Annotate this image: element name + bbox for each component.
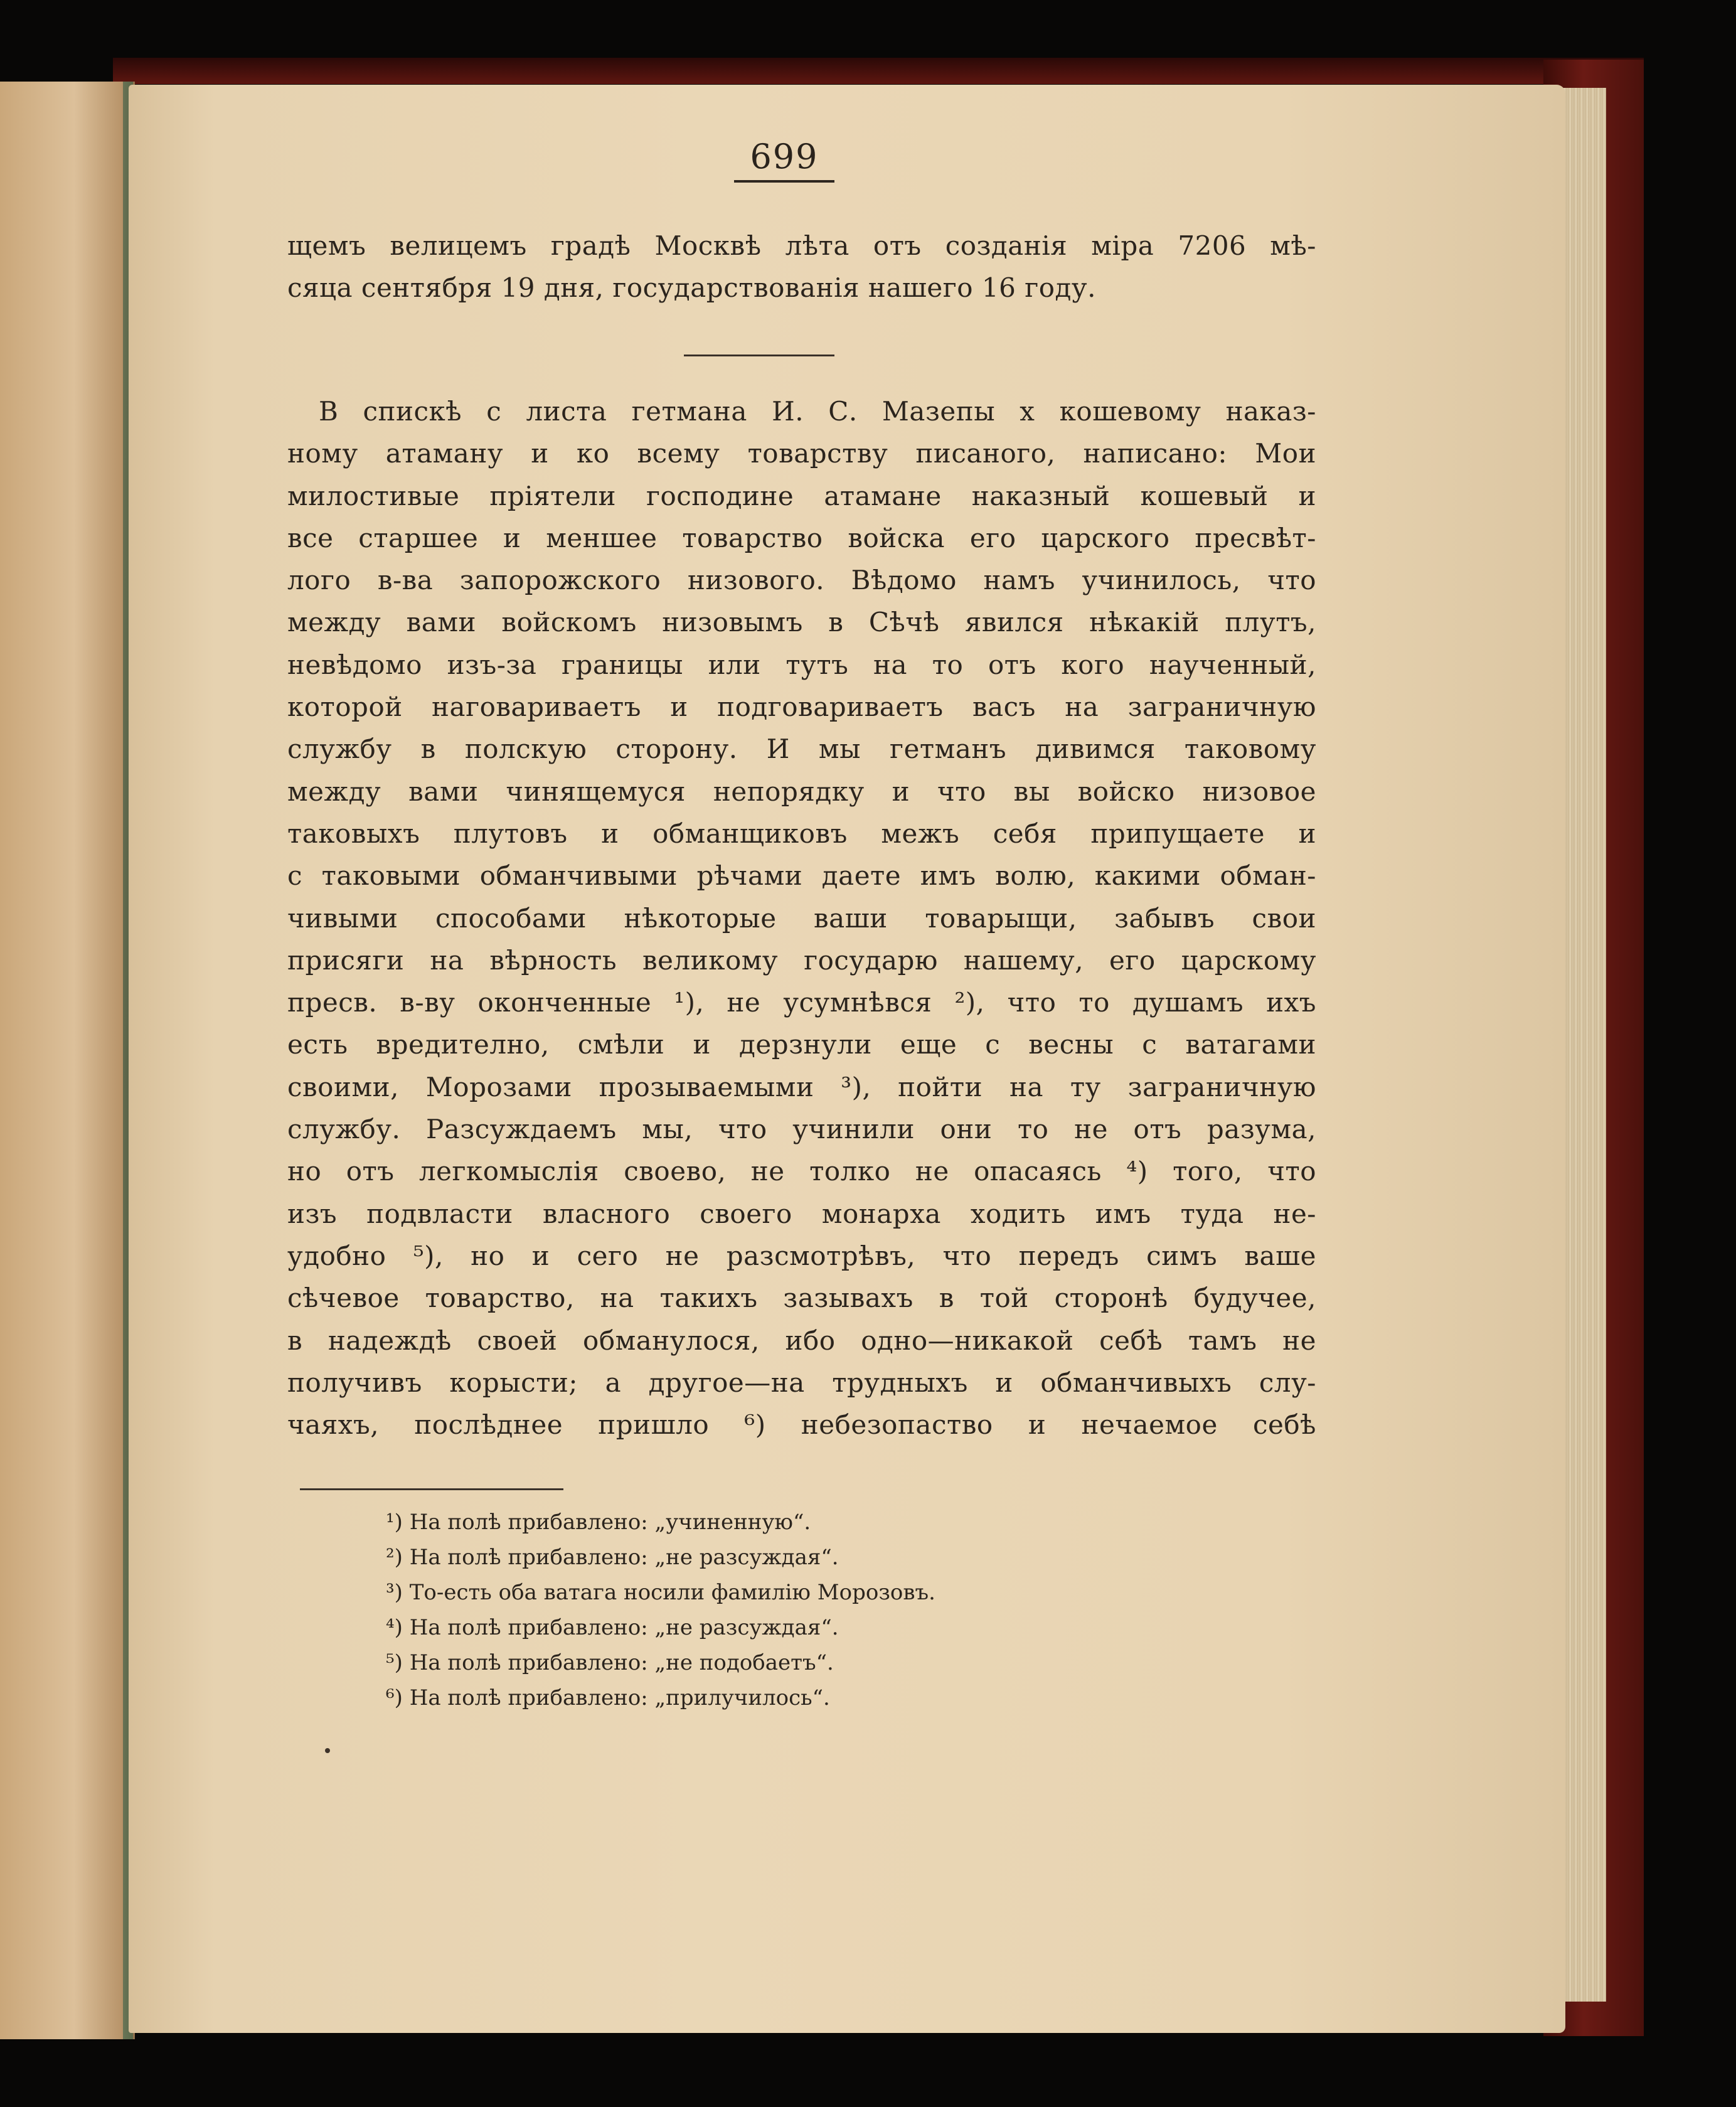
footnotes — [386, 1505, 1139, 1715]
footnote: ⁶) На полѣ прибавлено: „прилучилось“. — [386, 1685, 830, 1710]
text-line: щемъ велицемъ градѣ Москвѣ лѣта отъ созданія міра 7206 мѣ- — [287, 230, 1316, 261]
footnote: ³) То-есть оба ватага носили фамилію Морозовъ. — [386, 1580, 935, 1605]
footnote: ⁴) На полѣ прибавлено: „не разсуждая“. — [386, 1615, 839, 1640]
page-header — [722, 137, 847, 183]
text-line: чивыми способами нѣкоторые ваши товарыщи, забывъ свои — [287, 902, 1316, 934]
text-line: сѣчевое товарство, на такихъ зазывахъ в той сторонѣ будучее, — [287, 1283, 1316, 1314]
text-line: сяца сентября 19 дня, государствованія нашего 16 году. — [287, 272, 1096, 304]
text-line: с таковыми обманчивыми рѣчами даете имъ волю, какими обман- — [287, 860, 1316, 892]
book-cover-top-edge — [113, 58, 1644, 84]
text-line: невѣдомо изъ-за границы или тутъ на то отъ кого наученный, — [287, 649, 1316, 680]
text-line: своими, Морозами прозываемыми ³), пойти на ту заграничную — [287, 1071, 1316, 1102]
page-number-underline — [734, 180, 834, 183]
ink-speck — [325, 1748, 330, 1753]
left-page-margin — [0, 82, 135, 2039]
text-line: удобно ⁵), но и сего не разсмотрѣвъ, что передъ симъ ваше — [287, 1240, 1316, 1271]
footnote: ⁵) На полѣ прибавлено: „не подобаетъ“. — [386, 1650, 834, 1675]
text-line: которой наговариваетъ и подговариваетъ васъ на заграничную — [287, 691, 1316, 723]
footnote: ¹) На полѣ прибавлено: „учиненную“. — [386, 1510, 811, 1535]
text-line: в надеждѣ своей обманулося, ибо одно—никакой себѣ тамъ не — [287, 1325, 1316, 1356]
text-line: все старшее и меншее товарство войска его царского пресвѣт- — [287, 522, 1316, 553]
text-line: присяги на вѣрность великому государю нашему, его царскому — [287, 944, 1316, 976]
continued-paragraph — [287, 225, 1316, 309]
footnote: ²) На полѣ прибавлено: „не разсуждая“. — [386, 1545, 839, 1570]
text-line: пресв. в-ву оконченные ¹), не усумнѣвся ²), что то душамъ ихъ — [287, 987, 1316, 1018]
text-line: изъ подвласти власного своего монарха ходить имъ туда не- — [287, 1198, 1316, 1229]
main-paragraph — [287, 390, 1316, 1446]
text-line: лого в-ва запорожского низового. Вѣдомо намъ учинилось, что — [287, 565, 1316, 596]
text-line: В спискѣ с листа гетмана И. С. Мазепы х кошевому наказ- — [319, 396, 1316, 427]
footnote-separator — [300, 1488, 563, 1490]
text-line: между вами чинящемуся непорядку и что вы войско низовое — [287, 776, 1316, 807]
text-line: ному атаману и ко всему товарству писаного, написано: Мои — [287, 438, 1316, 469]
text-line: чаяхъ, послѣднее пришло ⁶) небезопаство и нечаемое себѣ — [287, 1409, 1316, 1441]
text-line: службу. Разсуждаемъ мы, что учинили они то не отъ разума, — [287, 1114, 1316, 1145]
text-line: таковыхъ плутовъ и обманщиковъ межъ себя припущаете и — [287, 818, 1316, 849]
text-line: милостивые пріятели господине атамане наказный кошевый и — [287, 480, 1316, 511]
text-line: есть вредително, смѣли и дерзнули еще с весны с ватагами — [287, 1029, 1316, 1060]
section-separator — [684, 355, 834, 356]
text-line: службу в полскую сторону. И мы гетманъ дивимся таковому — [287, 733, 1316, 765]
text-line: между вами войскомъ низовымъ в Сѣчѣ явился нѣкакій плутъ, — [287, 607, 1316, 638]
page-number: 699 — [750, 137, 819, 176]
text-line: но отъ легкомыслія своево, не толко не опасаясь ⁴) того, что — [287, 1156, 1316, 1187]
text-line: получивъ корысти; а другое—на трудныхъ и обманчивыхъ слу- — [287, 1367, 1316, 1398]
